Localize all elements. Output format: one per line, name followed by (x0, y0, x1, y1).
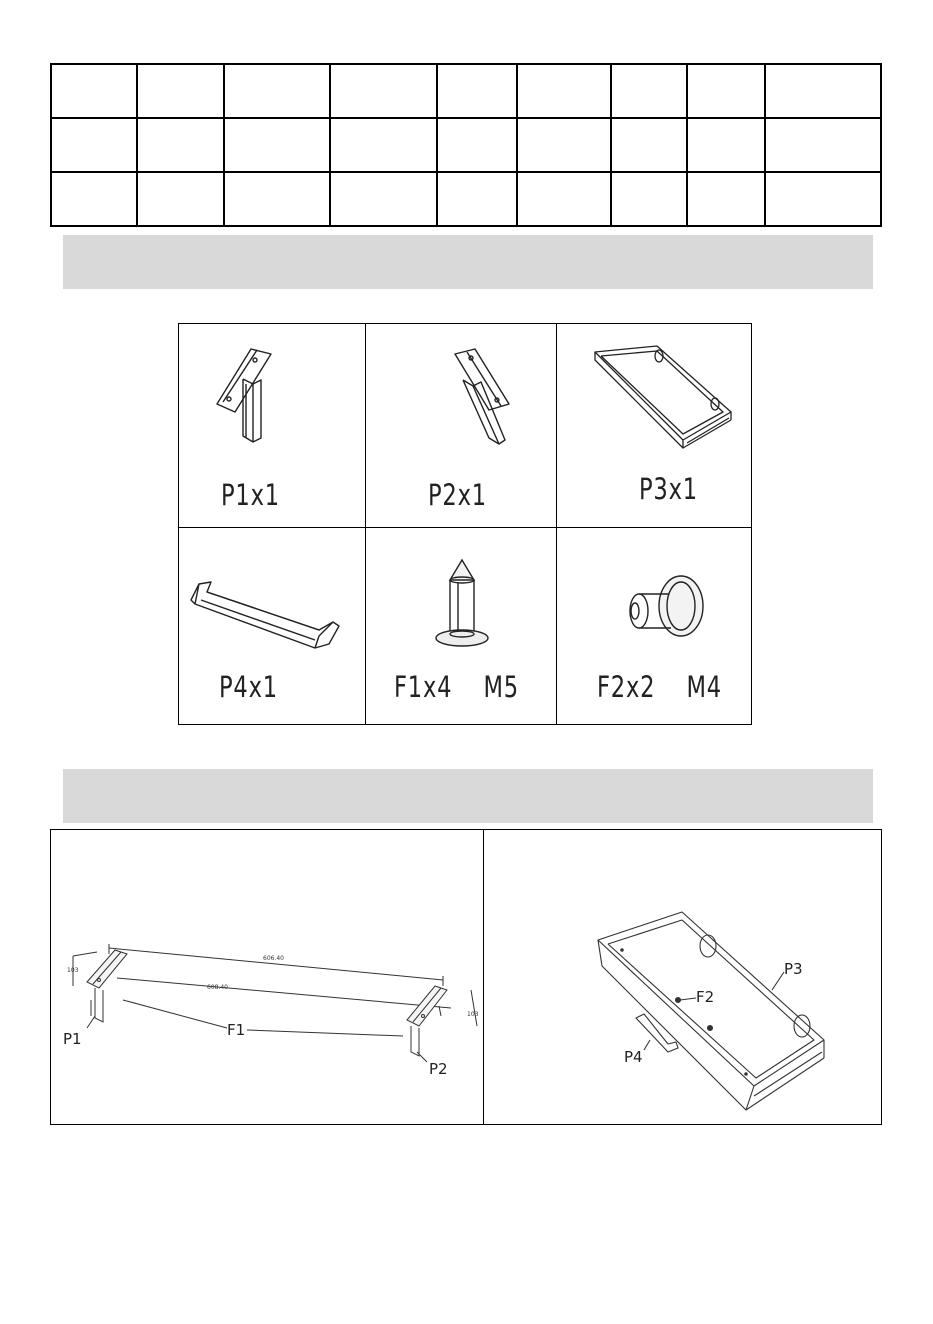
diagram-rails-panel (50, 829, 484, 1125)
section-band-assembly (63, 769, 873, 823)
part-cell-p2 (366, 324, 557, 528)
spec-table-cell (224, 172, 330, 226)
dimension-right: 103 (467, 1011, 479, 1018)
spec-table-cell (137, 64, 224, 118)
callout-p4: P4 (624, 1048, 643, 1066)
part-cell-f2 (557, 528, 751, 724)
pin-bolt-icon (434, 558, 490, 650)
dimension-bottom: 608.40 (207, 984, 228, 991)
rails-assembly-diagram (51, 830, 483, 1124)
drawer-box-icon (591, 342, 741, 452)
part-label-p2: P2x1 (428, 478, 487, 512)
spec-table-cell (517, 64, 611, 118)
callout-f1: F1 (227, 1021, 246, 1039)
spec-table-row (51, 172, 881, 226)
callout-f2: F2 (696, 988, 715, 1006)
spec-table-cell (611, 118, 687, 172)
spec-table-cell (330, 172, 437, 226)
spec-table-cell (51, 172, 137, 226)
parts-grid (178, 323, 752, 725)
spec-table-cell (687, 64, 765, 118)
spec-table-cell (687, 118, 765, 172)
spec-table-row (51, 64, 881, 118)
spec-table-cell (437, 172, 517, 226)
callout-p1: P1 (63, 1030, 82, 1048)
spec-table-cell (437, 118, 517, 172)
part-label-p3: P3x1 (639, 472, 698, 506)
bracket-left-icon (213, 344, 283, 449)
dimension-left: 103 (67, 967, 79, 974)
part-label-p1: P1x1 (221, 478, 280, 512)
part-cell-p3 (557, 324, 751, 528)
spec-table-row (51, 118, 881, 172)
part-label-f2: F2x2 M4 (597, 670, 722, 704)
part-label-f1: F1x4 M5 (394, 670, 519, 704)
spec-table-cell (611, 172, 687, 226)
bracket-right-icon (441, 346, 513, 451)
spec-table-cell (51, 64, 137, 118)
part-cell-f1 (366, 528, 557, 724)
spec-table-cell (765, 118, 881, 172)
spec-table-cell (687, 172, 765, 226)
spec-table-cell (330, 118, 437, 172)
spec-table-cell (437, 64, 517, 118)
drawer-assembly-diagram (484, 830, 881, 1124)
screw-icon (623, 572, 713, 646)
spec-table-cell (137, 118, 224, 172)
spec-table-cell (51, 118, 137, 172)
spec-table-cell (137, 172, 224, 226)
spec-table-cell (224, 64, 330, 118)
spec-table-cell (765, 172, 881, 226)
part-size-f2: M4 (686, 670, 722, 704)
spec-table-cell (517, 118, 611, 172)
part-cell-p4 (179, 528, 366, 724)
handle-icon (187, 578, 342, 653)
callout-p2: P2 (429, 1060, 448, 1078)
part-cell-p1 (179, 324, 366, 528)
spec-table (50, 63, 882, 227)
spec-table-cell (765, 64, 881, 118)
spec-table-cell (611, 64, 687, 118)
diagram-drawer-panel (483, 829, 882, 1125)
dimension-top: 606.40 (263, 955, 284, 962)
callout-p3: P3 (784, 960, 803, 978)
part-size-f1: M5 (483, 670, 519, 704)
spec-table-cell (224, 118, 330, 172)
part-label-p4: P4x1 (219, 670, 278, 704)
spec-table-cell (330, 64, 437, 118)
spec-table-cell (517, 172, 611, 226)
section-band-parts (63, 235, 873, 289)
